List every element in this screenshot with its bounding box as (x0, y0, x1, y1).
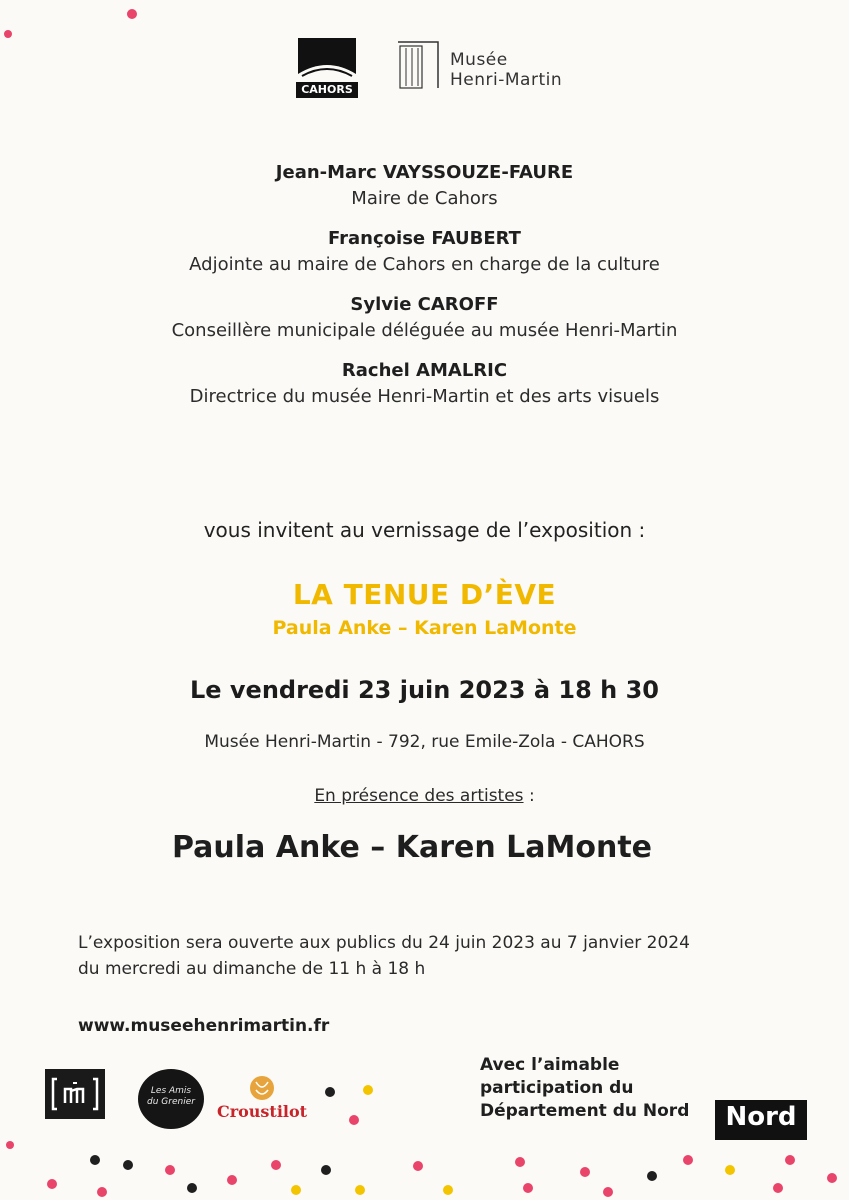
m-logo (45, 1069, 105, 1119)
participation-line-3: Département du Nord (480, 1101, 690, 1121)
exhibition-artists: Paula Anke – Karen LaMonte (272, 617, 577, 639)
official-1 (0, 160, 849, 212)
croustilot-logo (214, 1072, 310, 1132)
musee-logo-line1: Musée (450, 50, 508, 70)
musee-henri-martin-logo (396, 40, 596, 90)
amis-grenier-logo (137, 1068, 205, 1130)
official-name: Rachel AMALRIC (341, 360, 508, 381)
official-3 (0, 292, 849, 344)
amis-grenier-line2: du Grenier (147, 1097, 195, 1107)
musee-logo-line2: Henri-Martin (450, 70, 563, 90)
participation-note (480, 1054, 700, 1123)
website-link[interactable]: www.museehenrimartin.fr (78, 1016, 330, 1036)
invitation-lead: vous invitent au vernissage de l’exposition : (203, 518, 646, 542)
nord-logo (715, 1100, 807, 1140)
artists-present: Paula Anke – Karen LaMonte (172, 830, 653, 865)
nord-logo-text: Nord (725, 1102, 797, 1132)
officials-list (0, 160, 849, 424)
musee-logo-text (450, 50, 562, 90)
official-name: Françoise FAUBERT (328, 228, 521, 249)
official-name: Sylvie CAROFF (350, 294, 499, 315)
participation-line-2: participation du (480, 1078, 634, 1098)
participation-line-1: Avec l’aimable (480, 1055, 620, 1075)
opening-line-1: L’exposition sera ouverte aux publics du 24 juin 2023 au 7 janvier 2024 (78, 933, 690, 953)
official-2 (0, 226, 849, 278)
presence-label-text: En présence des artistes (314, 786, 524, 806)
presence-label-suffix: : (523, 786, 535, 806)
opening-line-2: du mercredi au dimanche de 11 h à 18 h (78, 959, 426, 979)
presence-label (0, 786, 849, 806)
amis-grenier-text (137, 1086, 205, 1108)
opening-info (78, 930, 818, 982)
cahors-logo-text: CAHORS (301, 83, 353, 96)
cahors-logo (292, 36, 362, 100)
croustilot-text: Croustilot (216, 1102, 308, 1121)
official-role: Adjointe au maire de Cahors en charge de la culture (189, 254, 660, 275)
official-role: Maire de Cahors (351, 188, 498, 209)
official-role: Directrice du musée Henri-Martin et des arts visuels (189, 386, 660, 407)
official-name: Jean-Marc VAYSSOUZE-FAURE (275, 162, 574, 183)
event-date: Le vendredi 23 juin 2023 à 18 h 30 (189, 676, 660, 704)
official-role: Conseillère municipale déléguée au musée Henri-Martin (171, 320, 678, 341)
amis-grenier-line1: Les Amis (150, 1086, 192, 1096)
event-address: Musée Henri-Martin - 792, rue Emile-Zola - CAHORS (204, 732, 645, 752)
exhibition-title: LA TENUE D’ÈVE (292, 578, 557, 611)
official-4 (0, 358, 849, 410)
